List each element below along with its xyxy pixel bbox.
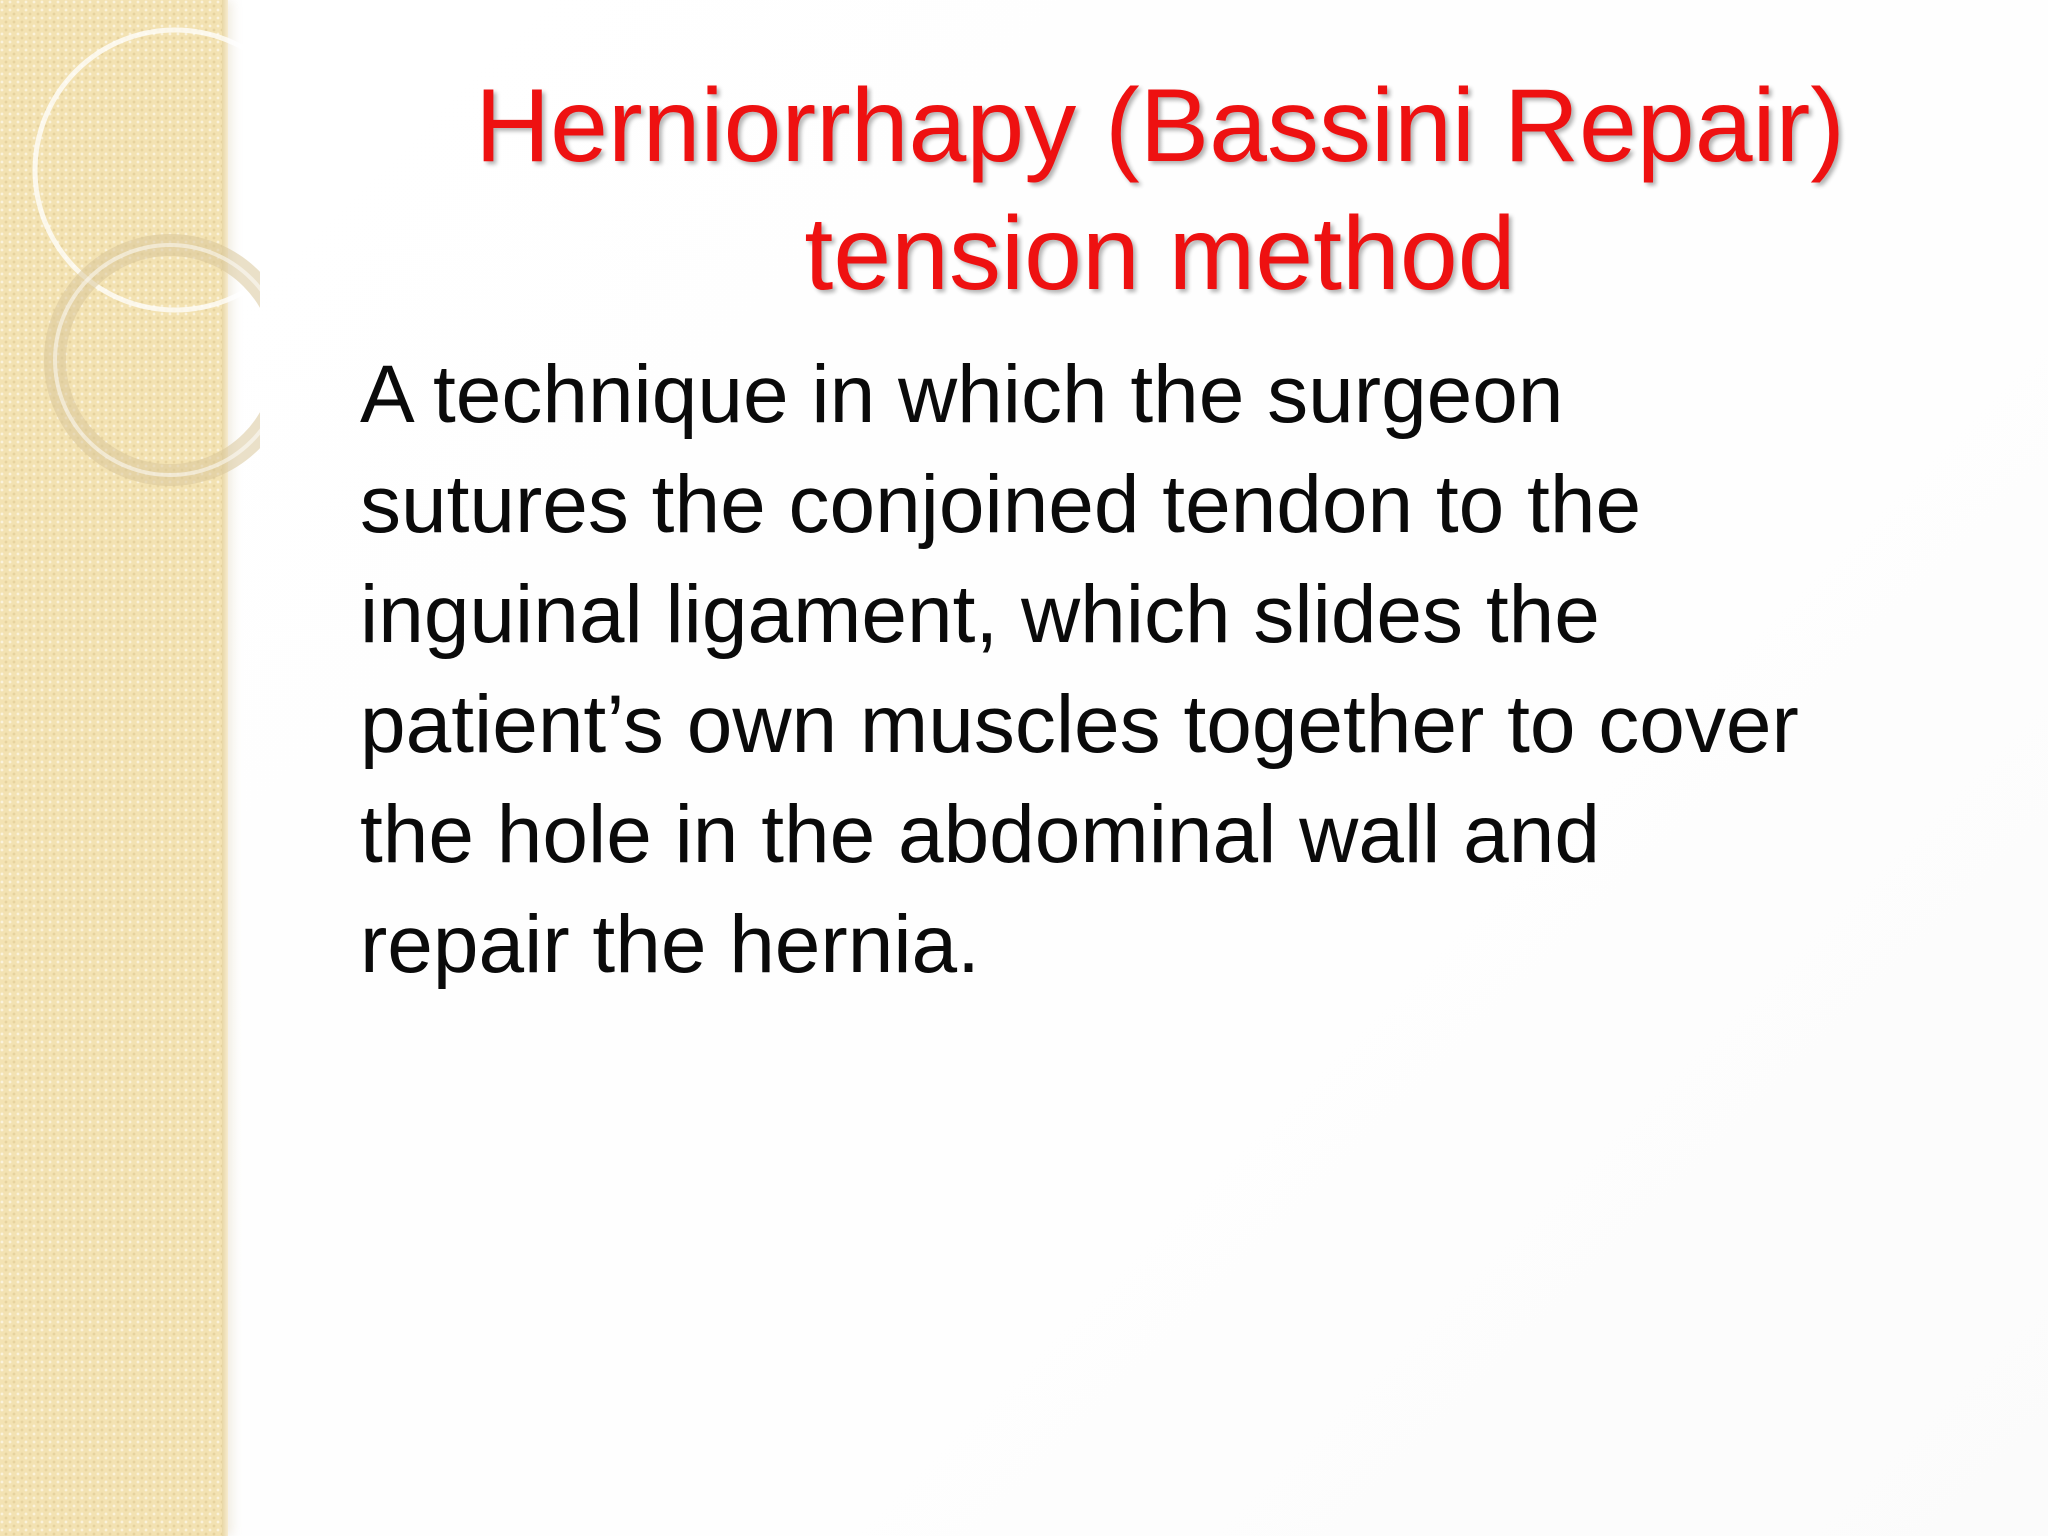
title-line: tension method: [804, 196, 1516, 312]
body-text-line: the hole in the abdominal wall and: [360, 789, 1600, 880]
body-text-line: inguinal ligament, which slides the: [360, 569, 1600, 660]
body-text-line: A technique in which the surgeon: [360, 349, 1564, 440]
title-line: Herniorrhapy (Bassini Repair): [475, 68, 1845, 184]
body-text-line: sutures the conjoined tendon to the: [360, 459, 1642, 550]
slide-title: [300, 62, 2020, 318]
decorative-ring-small-highlight: [55, 245, 260, 475]
body-text-line: repair the hernia.: [360, 899, 980, 990]
decorative-circles: [0, 0, 260, 520]
body-text-line: patient’s own muscles together to cover: [360, 679, 1799, 770]
slide-body: [360, 340, 2020, 1000]
